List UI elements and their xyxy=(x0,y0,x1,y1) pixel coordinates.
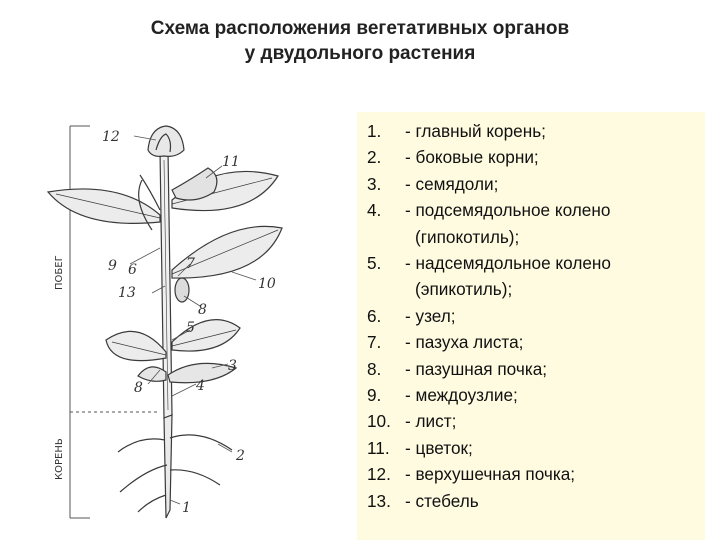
callout-4: 4 xyxy=(196,378,205,394)
legend-item xyxy=(367,303,702,329)
legend-number: 13. xyxy=(367,490,391,511)
legend-item xyxy=(367,461,702,487)
callout-12: 12 xyxy=(102,129,120,145)
root-label: КОРЕНЬ xyxy=(54,438,65,480)
callout-8-upper: 8 xyxy=(198,302,207,318)
callout-8-lower: 8 xyxy=(134,380,143,396)
legend-text: - пазуха листа; xyxy=(405,332,524,353)
callout-9: 9 xyxy=(108,258,117,274)
legend-number: 11. xyxy=(367,437,390,458)
shoot-label: ПОБЕГ xyxy=(54,255,65,290)
legend-number: 4. xyxy=(367,200,382,221)
legend-item xyxy=(367,382,702,408)
legend-list xyxy=(367,118,702,514)
legend-number: 2. xyxy=(367,147,382,168)
legend-number: 6. xyxy=(367,305,382,326)
legend-number: 9. xyxy=(367,385,382,406)
legend-number: 12. xyxy=(367,464,391,485)
legend-text: - цветок; xyxy=(405,437,473,458)
legend-text: - надсемядольное колено xyxy=(405,253,611,274)
callout-5: 5 xyxy=(186,320,195,336)
legend-item xyxy=(367,171,702,197)
callout-1: 1 xyxy=(182,500,191,516)
legend-text: - лист; xyxy=(405,411,457,432)
legend-number: 3. xyxy=(367,173,382,194)
callout-10: 10 xyxy=(258,276,276,292)
legend-number: 10. xyxy=(367,411,391,432)
legend-number: 8. xyxy=(367,358,382,379)
legend-text-continuation: (эпикотиль); xyxy=(415,279,513,300)
legend-text: - стебель xyxy=(405,490,479,511)
legend-text: - узел; xyxy=(405,305,456,326)
legend-number: 1. xyxy=(367,121,382,141)
legend-number: 7. xyxy=(367,332,382,353)
legend-text: - междоузлие; xyxy=(405,385,518,406)
legend-item xyxy=(367,488,702,514)
legend-item xyxy=(367,197,702,250)
title-line-2: у двудольного растения xyxy=(244,43,476,64)
legend-item xyxy=(367,250,702,303)
legend-text: - подсемядольное колено xyxy=(405,200,611,221)
legend-item xyxy=(367,329,702,355)
legend-text: - семядоли; xyxy=(405,173,499,194)
callout-11: 11 xyxy=(222,154,240,170)
legend-text: - пазушная почка; xyxy=(405,358,548,379)
legend-text: - боковые корни; xyxy=(405,147,539,168)
legend-panel xyxy=(357,112,705,540)
callout-3: 3 xyxy=(228,358,237,374)
legend-text-continuation: (гипокотиль); xyxy=(415,226,520,247)
legend-number: 5. xyxy=(367,253,382,274)
callout-2: 2 xyxy=(236,448,245,464)
title-line-1: Схема расположения вегетативных органов xyxy=(150,18,570,39)
legend-item xyxy=(367,356,702,382)
legend-item xyxy=(367,408,702,434)
callout-7: 7 xyxy=(186,256,195,272)
plant-drawing xyxy=(48,126,282,518)
legend-item xyxy=(367,118,702,144)
legend-item xyxy=(367,435,702,461)
legend-text: - верхушечная почка; xyxy=(405,464,576,485)
callout-6: 6 xyxy=(128,262,137,278)
legend-item xyxy=(367,144,702,170)
legend-text: - главный корень; xyxy=(405,121,546,141)
callout-13: 13 xyxy=(118,285,136,301)
